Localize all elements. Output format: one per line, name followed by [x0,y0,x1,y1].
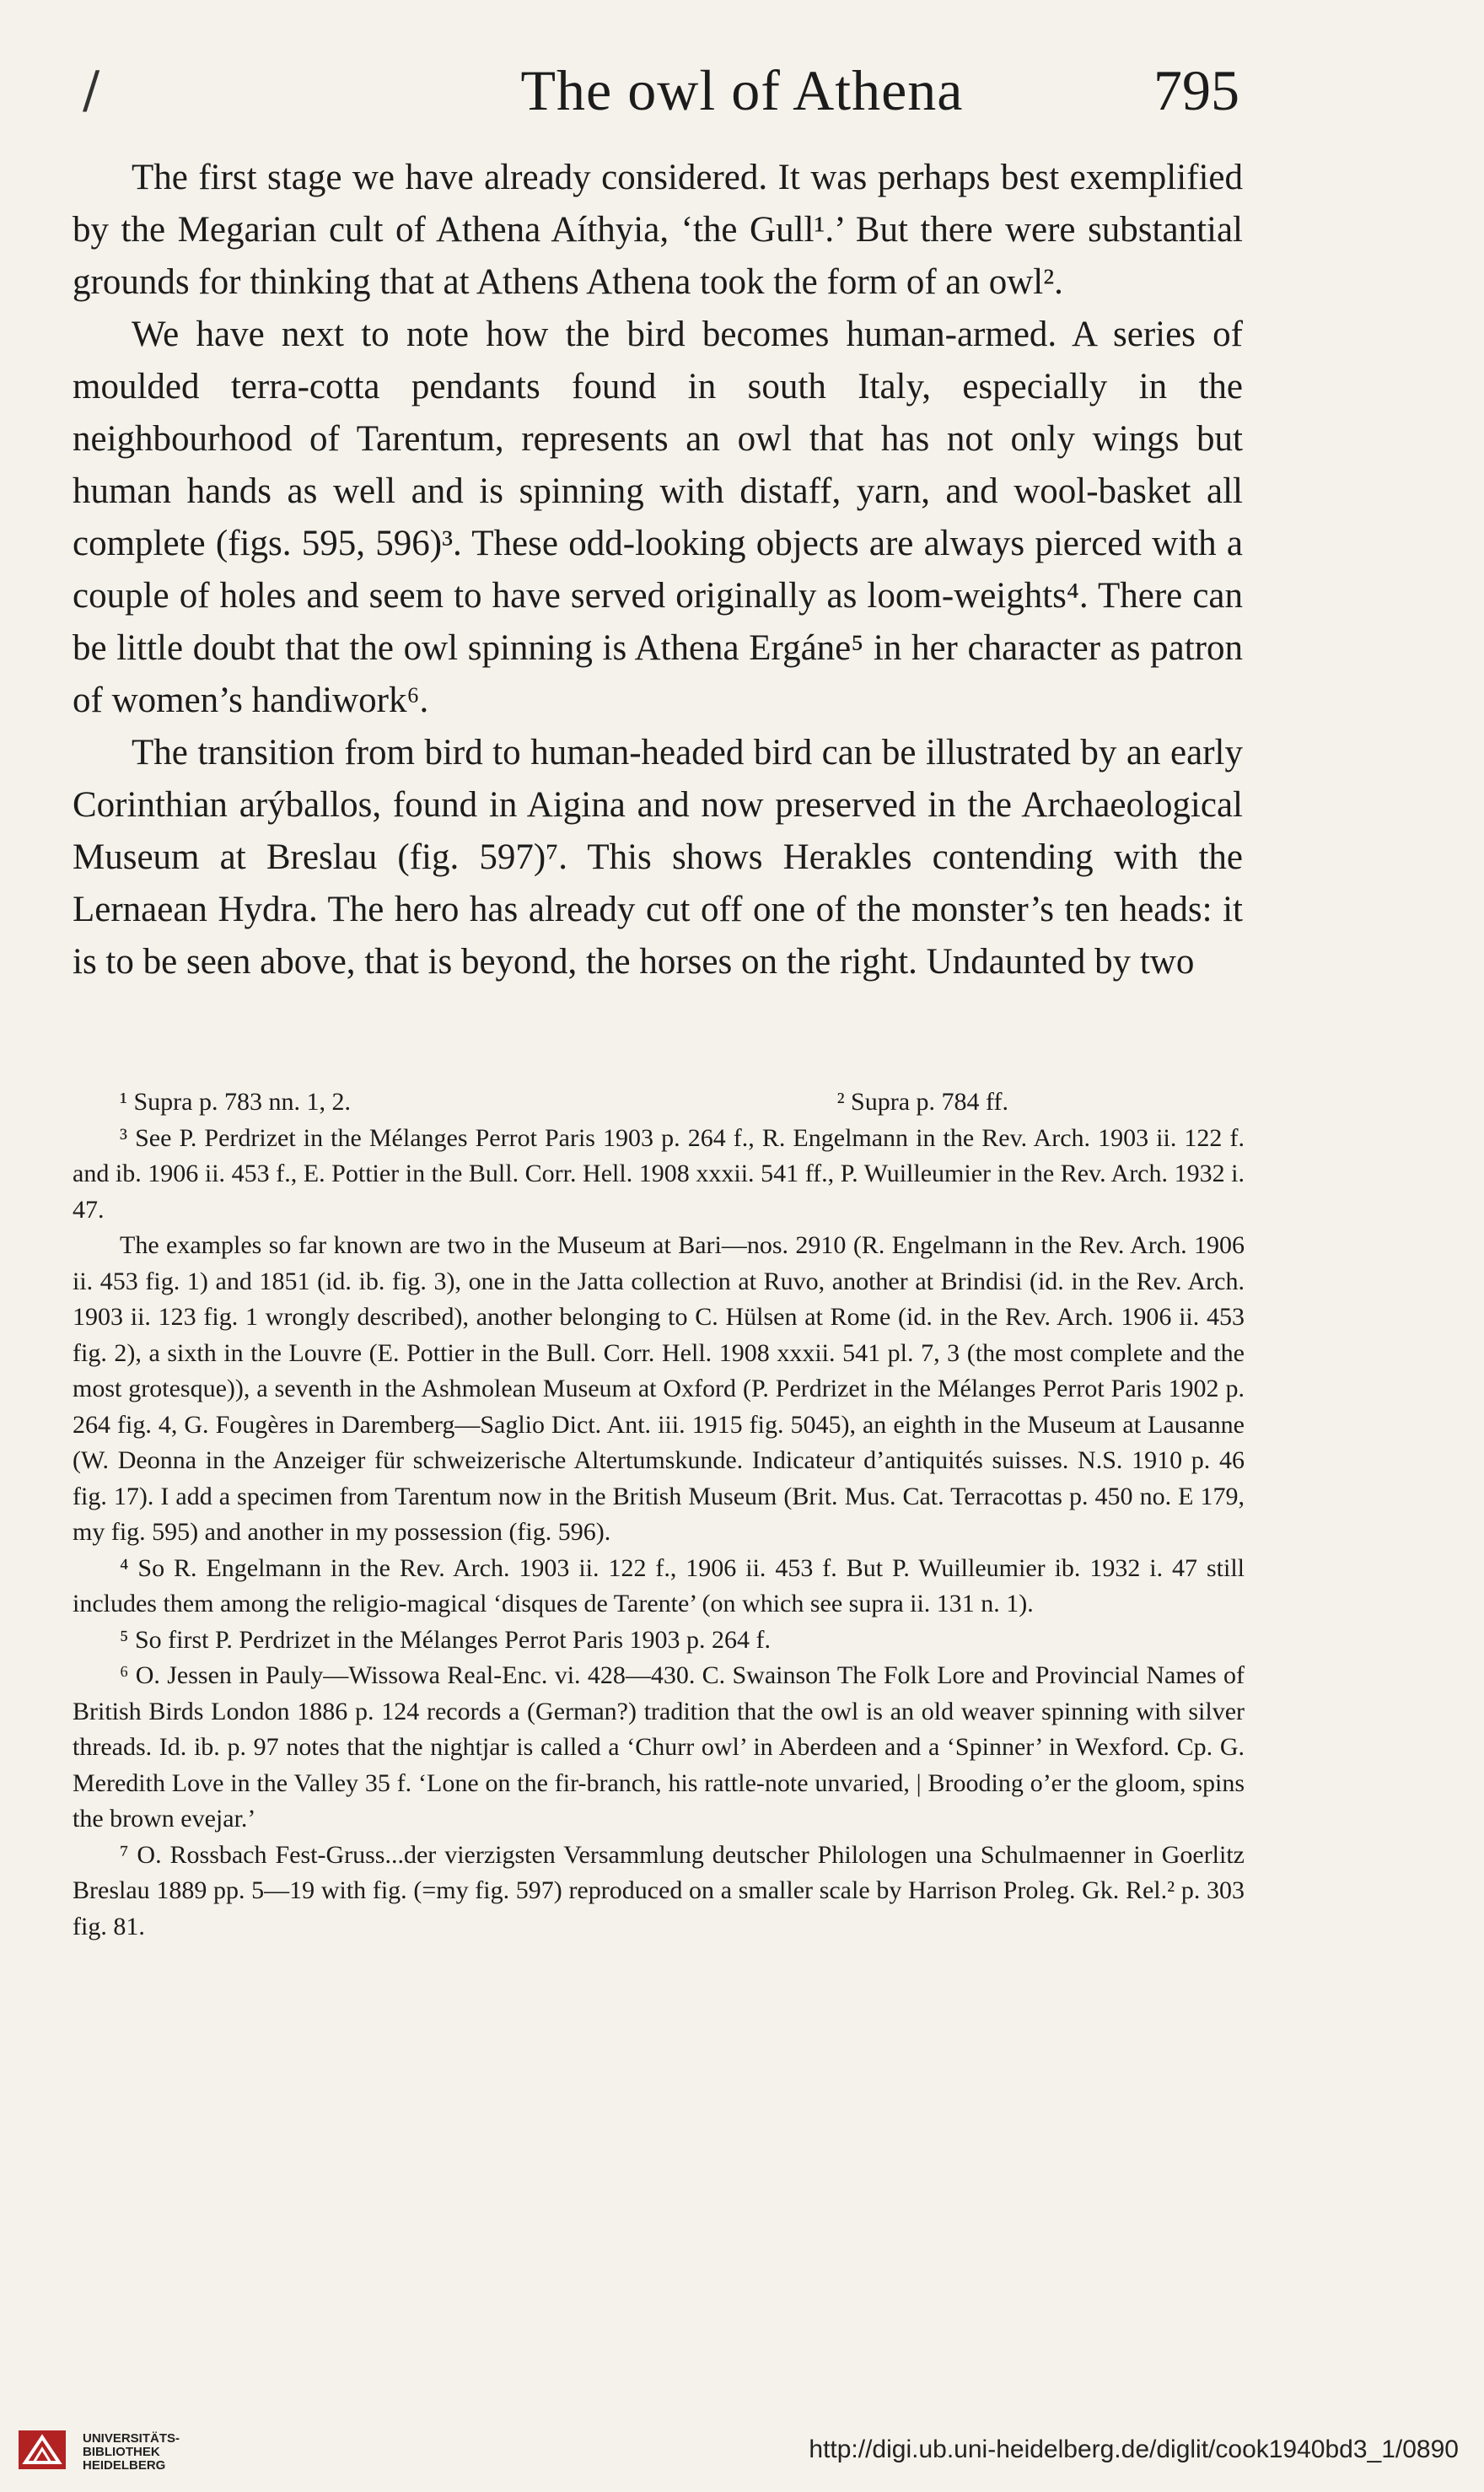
university-library-logo-icon [17,2429,67,2471]
paragraph-2: We have next to note how the bird becomes human-armed. A series of moulded terra-cotta pendants found in south Italy, especially in the neighbourhood of Tarentum, represents an owl that has not only wings but human hands as well and is spinning with distaff, yarn, and wool-basket all complete (figs. 595, 596)³. These odd-looking objects are always pierced with a couple of holes and seem to have served originally as loom-weights⁴. There can be little doubt that the owl spinning is Athena Ergáne⁵ in her character as patron of women’s handiwork⁶. [73,315,1243,720]
footnote-3-continued: The examples so far known are two in the Museum at Bari—nos. 2910 (R. Engelmann in the Rev. Arch. 1906 ii. 453 fig. 1) and 1851 (id. ib. fig. 3), one in the Jatta collection at Ruvo, another at Brindisi (id. in the Rev. Arch. 1903 ii. 123 fig. 1 wrongly described), another belonging to C. Hülsen at Rome (id. in the Rev. Arch. 1906 ii. 453 fig. 2), a sixth in the Louvre (E. Pottier in the Bull. Corr. Hell. 1908 xxxii. 541 pl. 7, 3 (the most complete and the most grotesque)), a seventh in the Ashmolean Museum at Oxford (P. Perdrizet in the Mélanges Perrot Paris 1902 p. 264 fig. 4, G. Fougères in Daremberg—Saglio Dict. Ant. iii. 1915 fig. 5045), an eighth in the Museum at Lausanne (W. Deonna in the Anzeiger für schweizerische Altertumskunde. Indicateur d’antiquités suisses. N.S. 1910 p. 46 fig. 17). I add a specimen from Tarentum now in the British Museum (Brit. Mus. Cat. Terracottas p. 450 no. E 179, my fig. 595) and another in my possession (fig. 596). [73,1231,1245,1546]
footnote-7: ⁷ O. Rossbach Fest-Gruss...der vierzigsten Versammlung deutscher Philologen una Schulmaenner in Goerlitz Breslau 1889 pp. 5—19 with fig. (=my fig. 597) reproduced on a smaller scale by Harrison Proleg. Gk. Rel.² p. 303 fig. 81. [73,1840,1245,1940]
footnote-4: ⁴ So R. Engelmann in the Rev. Arch. 1903 ii. 122 f., 1906 ii. 453 f. But P. Wuilleumier ib. 1932 i. 47 still includes them among the religio-magical ‘disques de Tarente’ (on which see supra ii. 131 n. 1). [73,1553,1245,1617]
paragraph-3: The transition from bird to human-headed bird can be illustrated by an early Corinthian arýballos, found in Aigina and now preserved in the Archaeological Museum at Breslau (fig. 597)⁷. This shows Herakles contending with the Lernaean Hydra. The hero has already cut off one of the monster’s ten heads: it is to be seen above, that is beyond, the horses on the right. Undaunted by two [73,733,1243,982]
pencil-slash-mark: / [83,61,100,120]
footnote-6: ⁶ O. Jessen in Pauly—Wissowa Real-Enc. vi. 428—430. C. Swainson The Folk Lore and Provincial Names of British Birds London 1886 p. 124 records a (German?) tradition that the owl is an old weaver spinning with silver threads. Id. ib. p. 97 notes that the nightjar is called a ‘Churr owl’ in Aberdeen and a ‘Spinner’ in Wexford. Cp. G. Meredith Love in the Valley 35 f. ‘Lone on the fir-branch, his rattle-note unvaried, | Brooding o’er the gloom, spins the brown evejar.’ [73,1661,1245,1833]
main-text [73,152,1243,988]
page-number: 795 [1153,58,1239,122]
footnote-5: ⁵ So first P. Perdrizet in the Mélanges Perrot Paris 1903 p. 264 f. [120,1625,772,1654]
library-name: UNIVERSITÄTS- BIBLIOTHEK HEIDELBERG [83,2431,180,2473]
footnote-2: ² Supra p. 784 ff. [836,1088,1008,1116]
running-title: The owl of Athena [520,58,964,122]
footnote-3: ³ See P. Perdrizet in the Mélanges Perrot Paris 1903 p. 264 f., R. Engelmann in the Rev. Arch. 1903 ii. 122 f. and ib. 1906 ii. 453 f., E. Pottier in the Bull. Corr. Hell. 1908 xxxii. 541 ff., P. Wuilleumier in the Rev. Arch. 1932 i. 47. [73,1123,1245,1224]
footnote-1: ¹ Supra p. 783 nn. 1, 2. [120,1088,351,1116]
paragraph-1: The first stage we have already considered. It was perhaps best exemplified by the Megarian cult of Athena Aíthyia, ‘the Gull¹.’ But there were substantial grounds for thinking that at Athens Athena took the form of an owl². [73,158,1243,302]
digitization-footer [0,2412,1484,2492]
footnote-row-1-2 [73,1085,1245,1121]
footnotes [73,1085,1245,1945]
source-url[interactable]: http://digi.ub.uni-heidelberg.de/diglit/cook1940bd3_1/0890 [809,2435,1459,2463]
